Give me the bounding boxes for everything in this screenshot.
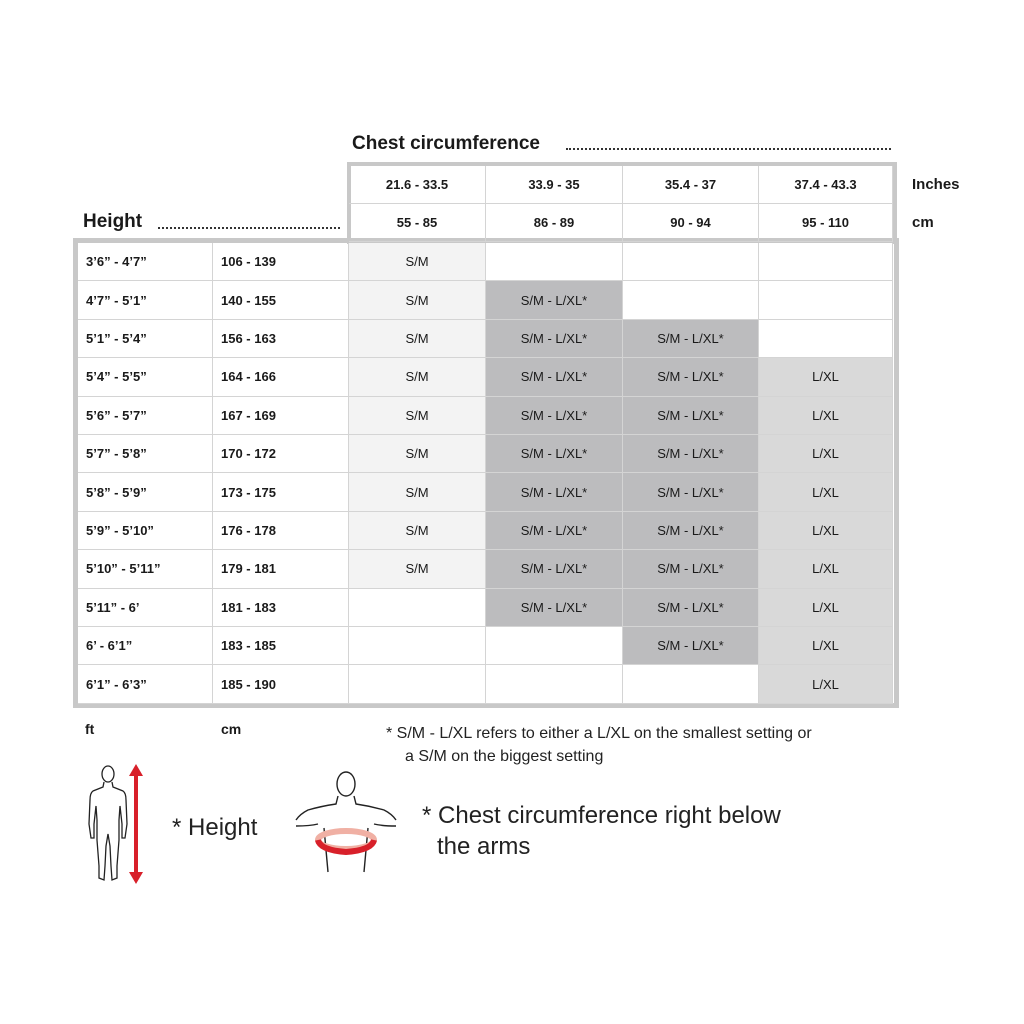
size-cell: S/M - L/XL* bbox=[623, 550, 759, 588]
chest-cm-header: 55 - 85 bbox=[349, 204, 486, 242]
size-cell: S/M bbox=[349, 243, 486, 281]
chest-circumference-title: Chest circumference bbox=[352, 133, 540, 154]
height-ft-cell: 5’8” - 5’9” bbox=[78, 473, 213, 511]
height-ft-cell: 5’9” - 5’10” bbox=[78, 512, 213, 550]
chest-inches-header: 35.4 - 37 bbox=[623, 166, 759, 204]
chest-inches-header: 37.4 - 43.3 bbox=[759, 166, 893, 204]
size-cell: L/XL bbox=[759, 665, 893, 703]
size-cell bbox=[349, 627, 486, 665]
height-cm-cell: 185 - 190 bbox=[213, 665, 349, 703]
size-cell: S/M - L/XL* bbox=[486, 550, 623, 588]
chest-note bbox=[422, 800, 781, 862]
footnote bbox=[386, 722, 906, 768]
height-ft-cell: 3’6” - 4’7” bbox=[78, 243, 213, 281]
height-cm-cell: 170 - 172 bbox=[213, 435, 349, 473]
size-cell bbox=[623, 281, 759, 319]
size-cell: S/M - L/XL* bbox=[623, 320, 759, 358]
chest-cm-header: 95 - 110 bbox=[759, 204, 893, 242]
chest-note-line-2: the arms bbox=[437, 833, 531, 860]
height-ft-cell: 5’6” - 5’7” bbox=[78, 397, 213, 435]
size-cell: S/M - L/XL* bbox=[623, 397, 759, 435]
chest-note-line-1: * Chest circumference right below bbox=[422, 802, 781, 829]
height-cm-cell: 173 - 175 bbox=[213, 473, 349, 511]
chest-inches-header: 21.6 - 33.5 bbox=[349, 166, 486, 204]
size-cell: S/M - L/XL* bbox=[623, 435, 759, 473]
size-cell: S/M - L/XL* bbox=[623, 627, 759, 665]
size-cell: L/XL bbox=[759, 589, 893, 627]
chest-measure-icon bbox=[294, 768, 398, 878]
size-cell: S/M bbox=[349, 320, 486, 358]
size-cell: S/M bbox=[349, 435, 486, 473]
size-cell: S/M bbox=[349, 473, 486, 511]
size-cell: S/M bbox=[349, 550, 486, 588]
chest-inches-header: 33.9 - 35 bbox=[486, 166, 623, 204]
height-ft-cell: 4’7” - 5’1” bbox=[78, 281, 213, 319]
size-cell bbox=[486, 665, 623, 703]
height-cm-cell: 181 - 183 bbox=[213, 589, 349, 627]
size-cell: S/M bbox=[349, 397, 486, 435]
size-cell bbox=[349, 665, 486, 703]
height-cm-cell: 176 - 178 bbox=[213, 512, 349, 550]
size-cell: S/M - L/XL* bbox=[486, 320, 623, 358]
height-ft-cell: 5’11” - 6’ bbox=[78, 589, 213, 627]
chest-cm-header: 86 - 89 bbox=[486, 204, 623, 242]
height-ft-cell: 5’10” - 5’11” bbox=[78, 550, 213, 588]
size-cell bbox=[759, 320, 893, 358]
size-cell: S/M bbox=[349, 512, 486, 550]
height-cm-cell: 156 - 163 bbox=[213, 320, 349, 358]
size-cell bbox=[486, 627, 623, 665]
size-cell: L/XL bbox=[759, 358, 893, 396]
size-cell: L/XL bbox=[759, 512, 893, 550]
ft-bottom-label: ft bbox=[85, 721, 95, 737]
height-ft-cell: 6’ - 6’1” bbox=[78, 627, 213, 665]
size-cell: S/M - L/XL* bbox=[623, 589, 759, 627]
size-cell: L/XL bbox=[759, 627, 893, 665]
size-cell: S/M bbox=[349, 358, 486, 396]
size-cell bbox=[623, 665, 759, 703]
height-cm-cell: 164 - 166 bbox=[213, 358, 349, 396]
size-cell bbox=[349, 589, 486, 627]
chest-cm-header: 90 - 94 bbox=[623, 204, 759, 242]
height-cm-cell: 179 - 181 bbox=[213, 550, 349, 588]
inches-unit-label: Inches bbox=[912, 176, 960, 193]
size-cell bbox=[759, 243, 893, 281]
size-cell: S/M bbox=[349, 281, 486, 319]
height-ft-cell: 5’7” - 5’8” bbox=[78, 435, 213, 473]
size-cell: S/M - L/XL* bbox=[486, 358, 623, 396]
cm-unit-label: cm bbox=[912, 214, 934, 231]
size-cell: S/M - L/XL* bbox=[486, 589, 623, 627]
size-cell bbox=[623, 243, 759, 281]
size-cell: S/M - L/XL* bbox=[623, 358, 759, 396]
size-cell: S/M - L/XL* bbox=[486, 397, 623, 435]
size-cell: L/XL bbox=[759, 473, 893, 511]
cm-bottom-label: cm bbox=[221, 721, 242, 737]
height-ft-cell: 6’1” - 6’3” bbox=[78, 665, 213, 703]
size-cell: S/M - L/XL* bbox=[623, 473, 759, 511]
size-cell: L/XL bbox=[759, 397, 893, 435]
size-cell: S/M - L/XL* bbox=[486, 473, 623, 511]
size-cell: L/XL bbox=[759, 550, 893, 588]
height-cm-cell: 140 - 155 bbox=[213, 281, 349, 319]
footnote-line-1: * S/M - L/XL refers to either a L/XL on the smallest setting or bbox=[386, 725, 812, 742]
height-cm-cell: 106 - 139 bbox=[213, 243, 349, 281]
footnote-line-2: a S/M on the biggest setting bbox=[405, 748, 604, 765]
size-cell: S/M - L/XL* bbox=[486, 281, 623, 319]
height-cm-cell: 183 - 185 bbox=[213, 627, 349, 665]
size-cell bbox=[759, 281, 893, 319]
size-cell bbox=[486, 243, 623, 281]
height-cm-cell: 167 - 169 bbox=[213, 397, 349, 435]
size-cell: S/M - L/XL* bbox=[486, 435, 623, 473]
height-note: * Height bbox=[172, 814, 258, 841]
body-height-icon bbox=[84, 762, 148, 886]
height-ft-cell: 5’4” - 5’5” bbox=[78, 358, 213, 396]
size-cell: S/M - L/XL* bbox=[623, 512, 759, 550]
size-cell: L/XL bbox=[759, 435, 893, 473]
height-title: Height bbox=[83, 211, 143, 232]
size-cell: S/M - L/XL* bbox=[486, 512, 623, 550]
height-ft-cell: 5’1” - 5’4” bbox=[78, 320, 213, 358]
